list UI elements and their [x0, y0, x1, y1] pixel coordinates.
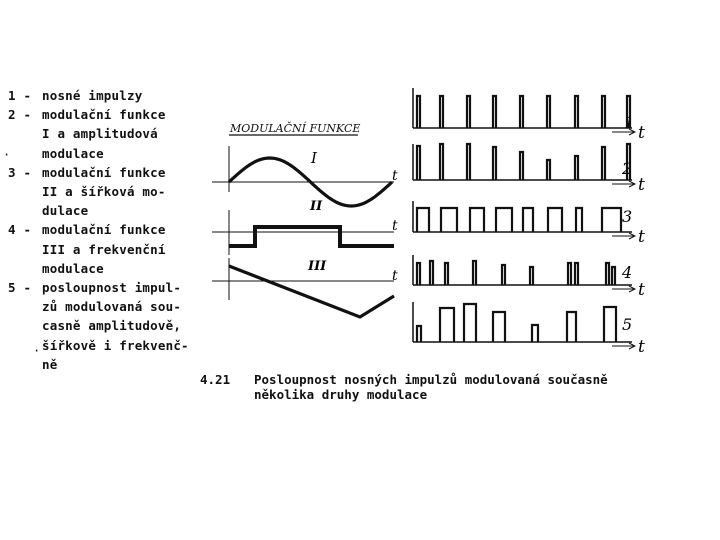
pulse — [520, 152, 523, 180]
t-axis-label: t — [392, 268, 398, 284]
pulse — [417, 263, 420, 285]
pulse — [440, 308, 454, 342]
pulse — [602, 208, 621, 232]
t-axis-label: t — [392, 218, 398, 234]
train-number-5: 5 — [622, 315, 633, 334]
rectangular-pulse — [229, 227, 394, 246]
legend-text: posloupnost impul- zů modulovaná sou- casně amplitudově, šířkově i frekvenč- ně — [42, 280, 189, 372]
pulse — [502, 265, 505, 285]
pulse — [520, 96, 523, 128]
legend-number: 4 - — [8, 222, 32, 238]
train-number-2: 2 — [622, 159, 633, 178]
pulse — [606, 263, 609, 285]
legend-text: modulační funkce I a amplitudová modulace — [42, 107, 166, 161]
modulation-title: MODULAČNÍ FUNKCE — [230, 122, 361, 135]
pulse — [567, 312, 576, 342]
pulse — [470, 208, 484, 232]
legend-number: 3 - — [8, 164, 32, 180]
train-number-4: 4 — [622, 263, 633, 282]
legend-text: nosné impulzy — [42, 88, 143, 103]
pulse — [547, 96, 550, 128]
pulse — [467, 144, 470, 180]
figure-number: 4.21 — [200, 372, 231, 387]
pulse — [417, 326, 421, 342]
legend-number: 2 - — [8, 107, 32, 123]
pulse-train-t-label: t — [638, 337, 645, 357]
pulse — [575, 156, 578, 180]
pulse — [575, 263, 578, 285]
pulse — [464, 304, 476, 342]
pulse-train-t-label: t — [638, 175, 645, 195]
pulse — [417, 146, 420, 180]
pulse — [530, 267, 533, 285]
modulation-function-III — [212, 258, 398, 317]
pulse — [568, 263, 571, 285]
pulse — [548, 208, 562, 232]
pulse-train-t-label: t — [638, 123, 645, 143]
modulation-function-I — [212, 146, 398, 206]
legend-number: 5 - — [8, 280, 32, 296]
caption-text: Posloupnost nosných impulzů modulovaná současně několika druhy modulace — [254, 372, 608, 402]
pulse — [441, 208, 457, 232]
legend-text: modulační funkce III a frekvenční modulace — [42, 222, 166, 276]
pulse — [612, 267, 615, 285]
pulse — [496, 208, 512, 232]
scan-dot: · — [3, 148, 11, 162]
pulse — [547, 160, 550, 180]
legend-text: modulační funkce II a šířková mo- dulace — [42, 164, 166, 219]
scan-dot: · — [33, 344, 41, 358]
function-label-II: II — [310, 199, 323, 214]
pulse — [523, 208, 533, 232]
train-number-1: 1 — [624, 113, 635, 132]
t-axis-label: t — [392, 168, 398, 184]
legend-number: 1 - — [8, 88, 32, 103]
pulse — [602, 96, 605, 128]
pulse — [417, 96, 420, 128]
pulse — [440, 144, 443, 180]
pulse — [430, 261, 433, 285]
modulation-function-II — [212, 199, 398, 255]
pulse — [493, 312, 505, 342]
pulse — [576, 208, 582, 232]
pulse — [440, 96, 443, 128]
pulse — [493, 147, 496, 180]
pulse — [467, 96, 470, 128]
pulse — [493, 96, 496, 128]
pulse — [575, 96, 578, 128]
pulse — [473, 261, 476, 285]
pulse — [532, 325, 538, 342]
pulse — [604, 307, 616, 342]
pulse — [602, 147, 605, 180]
function-label-III: III — [308, 259, 327, 274]
pulse — [445, 263, 448, 285]
pulse — [417, 208, 429, 232]
pulse-train-t-label: t — [638, 227, 645, 247]
function-label-I: I — [311, 149, 317, 167]
train-number-3: 3 — [622, 207, 633, 226]
pulse-train-t-label: t — [638, 280, 645, 300]
pulse-trains — [413, 88, 645, 357]
